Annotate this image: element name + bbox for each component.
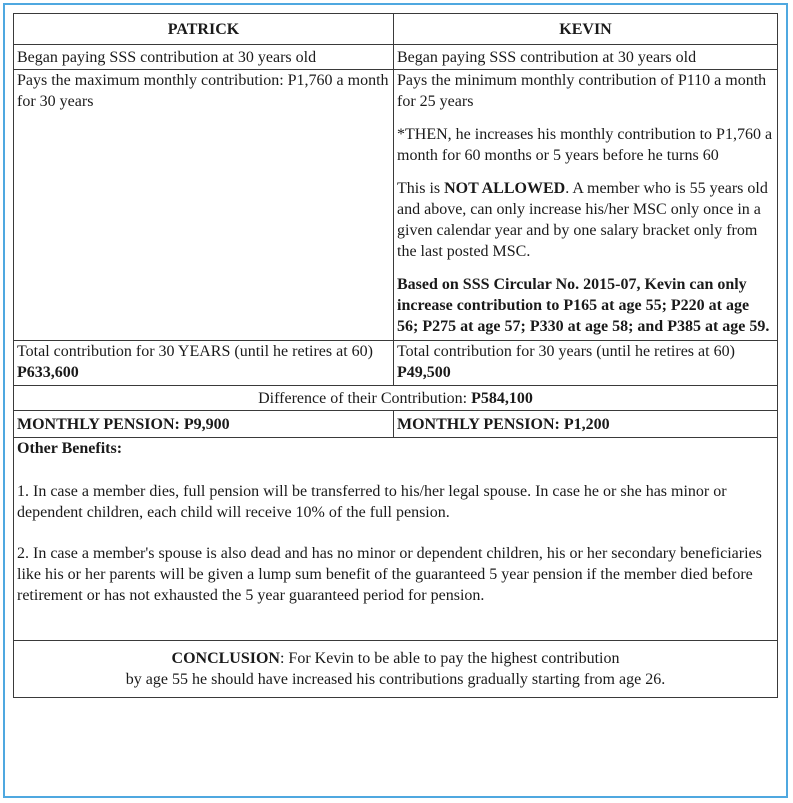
header-patrick: PATRICK [14,14,394,45]
other-benefits-row [14,438,778,641]
other-benefits-title: Other Benefits: [17,440,123,457]
kevin-pension: MONTHLY PENSION: P1,200 [394,411,778,438]
kevin-increase-text: *THEN, he increases his monthly contribution to P1,760 a month for 60 months or 5 years before he turns 60 [397,126,773,164]
conclusion-label: CONCLUSION [171,650,280,667]
kevin-began: Began paying SSS contribution at 30 years old [394,45,778,70]
kevin-contribution [394,70,778,341]
comparison-table [13,13,778,698]
benefit-item-2: 2. In case a member's spouse is also dead and has no minor or dependent children, his or her secondary beneficiaries like his or her parents will be given a lump sum benefit of the guaranteed 5 year pension if the member died before retirement or has not exhausted the 5 year guaranteed period for pension. [17,545,762,604]
benefit-item-1: 1. In case a member dies, full pension will be transferred to his/her legal spouse. In case he or she has minor or dependent children, each child will receive 10% of the full pension. [17,483,727,521]
patrick-pension: MONTHLY PENSION: P9,900 [14,411,394,438]
other-benefits-cell [14,438,778,641]
difference-cell: Difference of their Contribution: P584,100 [14,386,778,411]
difference-value: P584,100 [471,389,533,407]
pension-row [14,411,778,438]
header-row [14,14,778,45]
not-allowed-text: This is NOT ALLOWED. A member who is 55 years old and above, can only increase his/her MSC only once in a given calendar year and by one salary bracket only from the last posted MSC. [397,180,768,260]
circular-text: Based on SSS Circular No. 2015-07, Kevin can only increase contribution to P165 at age 55; P220 at age 56; P275 at age 57; P330 at age 58; and P385 at age 59. [397,276,770,335]
header-kevin: KEVIN [394,14,778,45]
patrick-contribution: Pays the maximum monthly contribution: P1,760 a month for 30 years [14,70,394,341]
patrick-total: Total contribution for 30 YEARS (until he retires at 60) P633,600 [14,341,394,386]
conclusion-line-2: by age 55 he should have increased his contributions gradually starting from age 26. [125,671,666,688]
conclusion-line-1: CONCLUSION: For Kevin to be able to pay the highest contribution [171,650,620,667]
contribution-row [14,70,778,341]
kevin-total-value: P49,500 [397,364,451,381]
began-row [14,45,778,70]
total-row [14,341,778,386]
kevin-total: Total contribution for 30 years (until he retires at 60) P49,500 [394,341,778,386]
not-allowed-emphasis: NOT ALLOWED [444,180,566,197]
difference-row [14,386,778,411]
kevin-minimum-text: Pays the minimum monthly contribution of P110 a month for 25 years [397,72,767,110]
patrick-began: Began paying SSS contribution at 30 years old [14,45,394,70]
conclusion-row [14,641,778,698]
patrick-total-value: P633,600 [17,364,79,381]
conclusion-cell [14,641,778,698]
